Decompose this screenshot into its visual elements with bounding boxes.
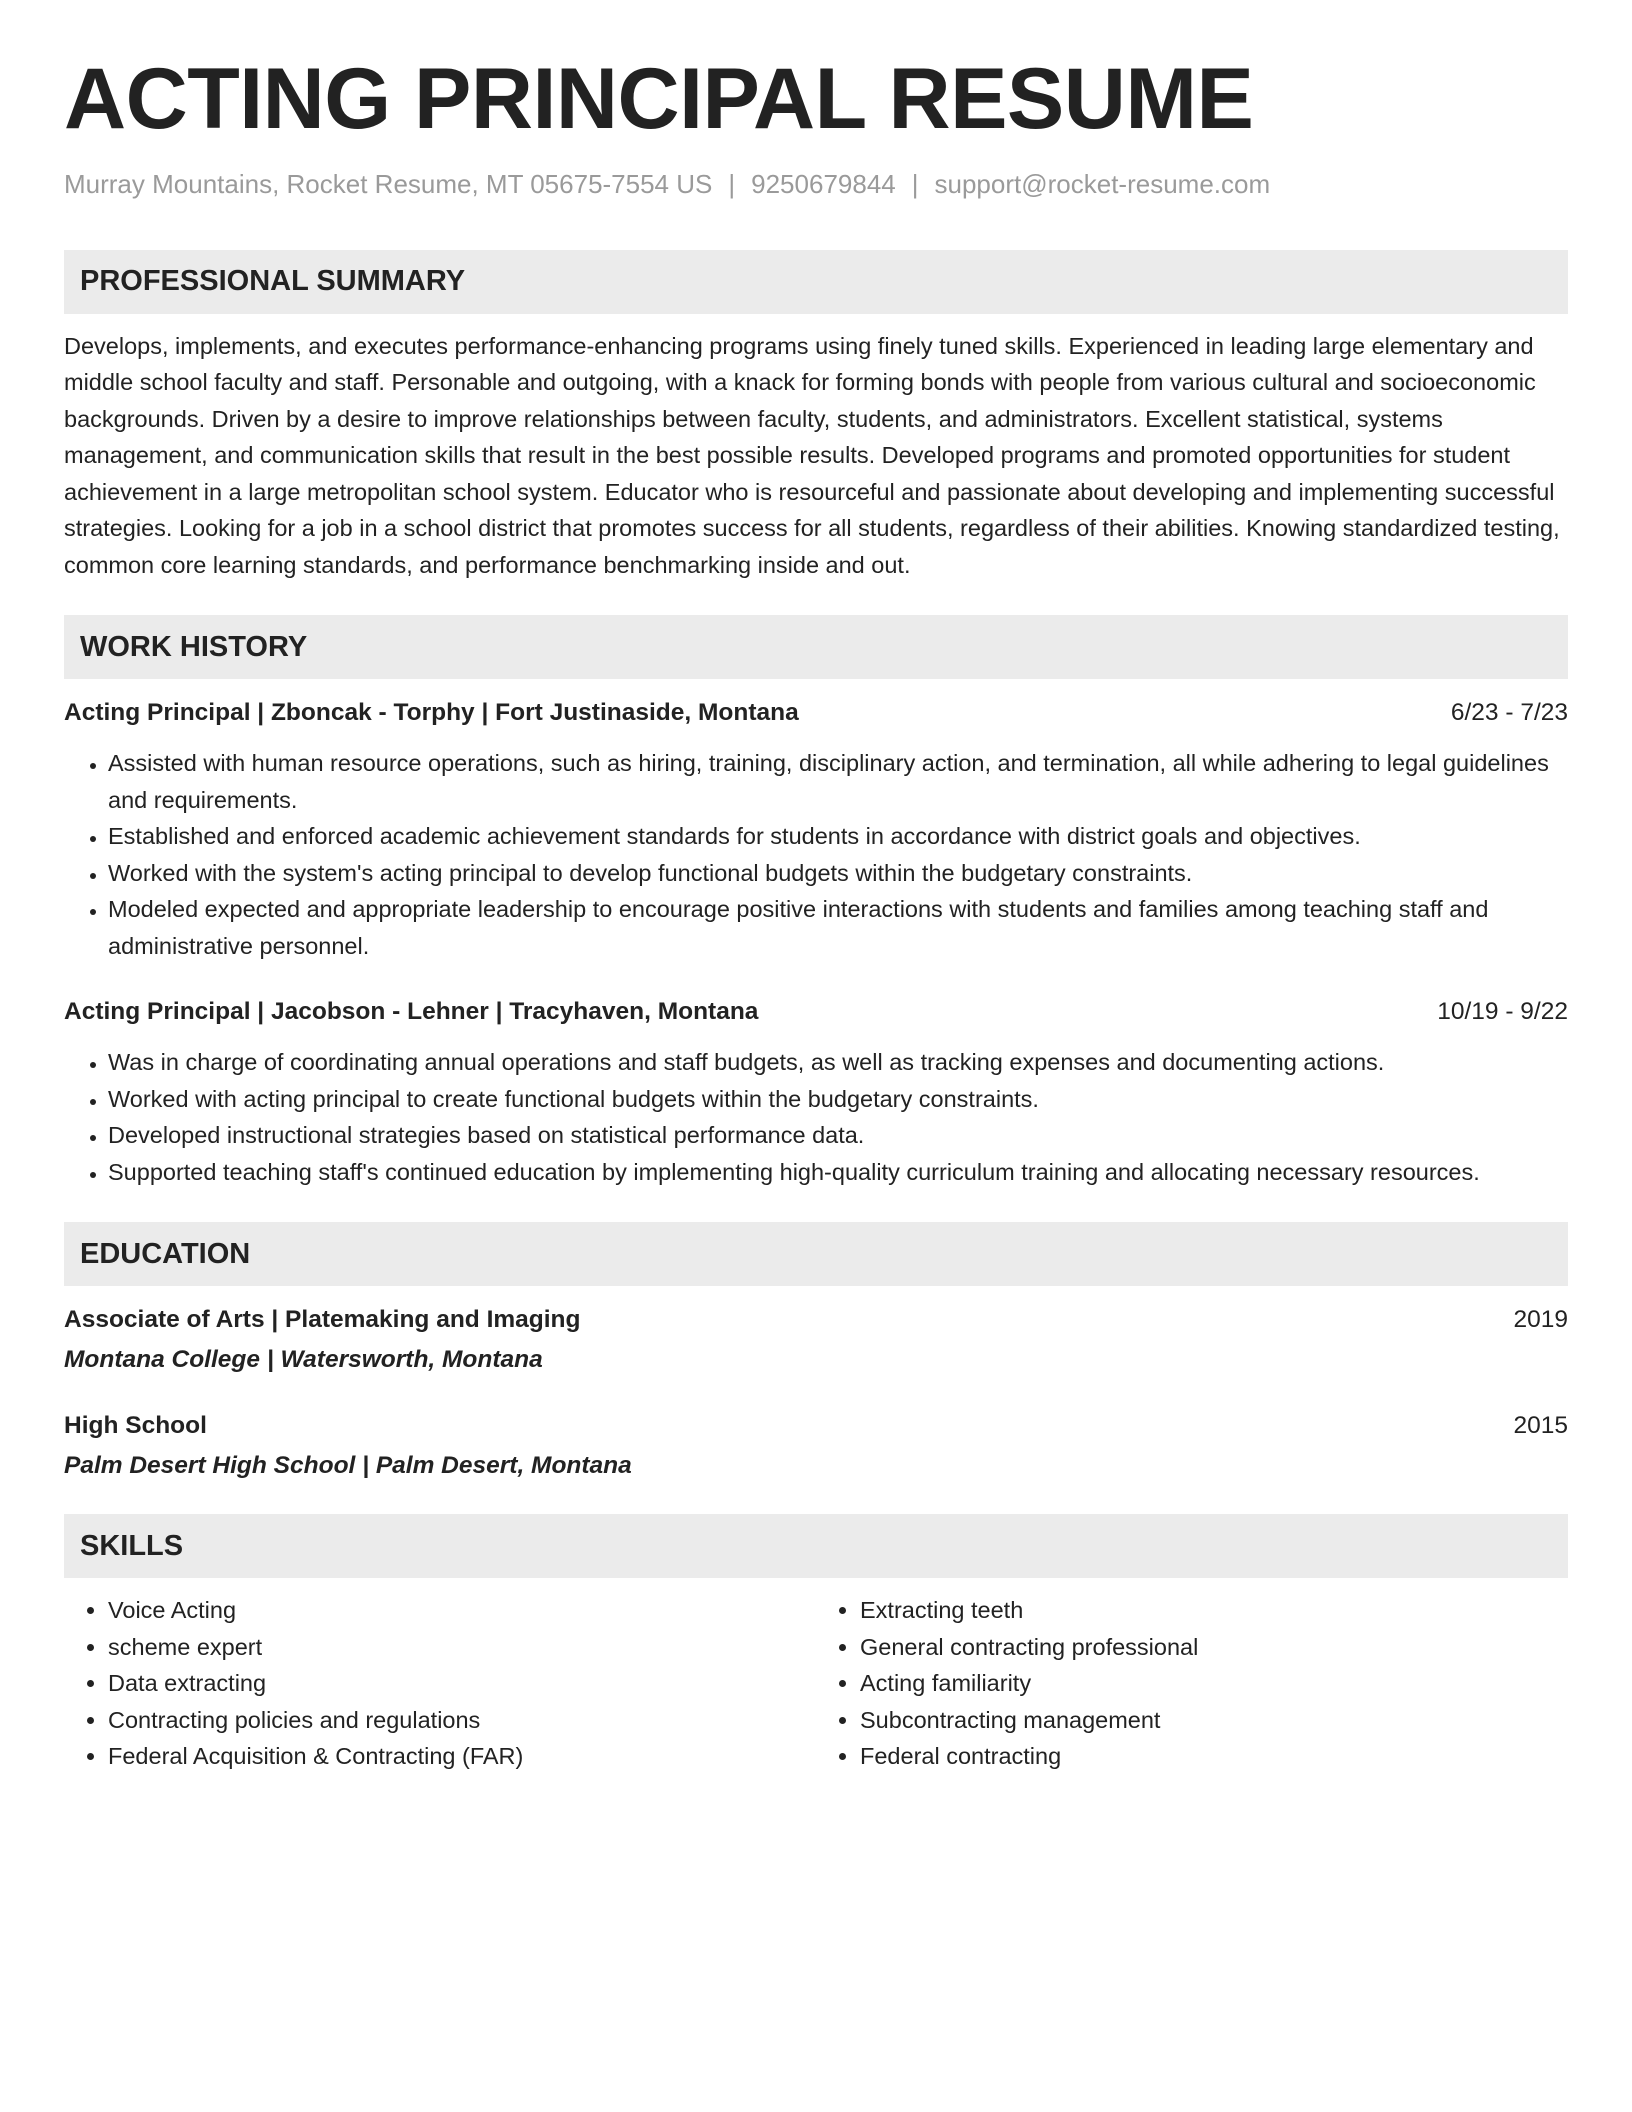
skill-item: • Extracting teeth	[860, 1592, 1568, 1629]
job-bullet: • Modeled expected and appropriate leadership to encourage positive interactions with students and families among teaching staff and administrative personnel.	[108, 891, 1568, 964]
job-entry	[64, 994, 1568, 1190]
job-bullets	[64, 1044, 1568, 1190]
skill-item: • General contracting professional	[860, 1629, 1568, 1666]
education-degree: High School	[64, 1412, 207, 1440]
skills-column-right	[816, 1592, 1568, 1775]
section-heading-work: WORK HISTORY	[64, 615, 1568, 679]
job-header	[64, 994, 1568, 1030]
skill-item: • Data extracting	[108, 1665, 816, 1702]
education-entry	[64, 1408, 1568, 1484]
skill-item: • Federal Acquisition & Contracting (FAR)	[108, 1738, 816, 1775]
contact-address: Murray Mountains, Rocket Resume, MT 05675-7554 US	[64, 168, 713, 199]
skill-item: • Federal contracting	[860, 1738, 1568, 1775]
section-heading-summary: PROFESSIONAL SUMMARY	[64, 250, 1568, 314]
education-year: 2019	[1513, 1306, 1568, 1334]
section-heading-education: EDUCATION	[64, 1222, 1568, 1286]
job-entry	[64, 695, 1568, 964]
education-header	[64, 1302, 1568, 1338]
skills-list	[64, 1592, 1568, 1775]
skill-item: • Voice Acting	[108, 1592, 816, 1629]
skill-item: • Acting familiarity	[860, 1665, 1568, 1702]
education-entry	[64, 1302, 1568, 1378]
education-school: Palm Desert High School | Palm Desert, Montana	[64, 1452, 632, 1480]
resume-title: ACTING PRINCIPAL RESUME	[64, 51, 1254, 147]
skills-column-left	[64, 1592, 816, 1775]
contact-email[interactable]: support@rocket-resume.com	[934, 168, 1271, 199]
job-dates: 10/19 - 9/22	[1437, 998, 1568, 1026]
job-header	[64, 695, 1568, 731]
skill-item: • Contracting policies and regulations	[108, 1702, 816, 1739]
job-bullet: • Established and enforced academic achievement standards for students in accordance with district goals and objectives.	[108, 818, 1568, 855]
contact-line	[64, 169, 1568, 200]
job-bullets	[64, 745, 1568, 964]
education-year: 2015	[1513, 1412, 1568, 1440]
education-header	[64, 1408, 1568, 1444]
contact-separator: |	[911, 168, 919, 199]
job-bullet: • Worked with acting principal to create functional budgets within the budgetary constraints.	[108, 1081, 1568, 1118]
job-bullet: • Was in charge of coordinating annual operations and staff budgets, as well as tracking expenses and documenting actions.	[108, 1044, 1568, 1081]
job-bullet: • Developed instructional strategies based on statistical performance data.	[108, 1117, 1568, 1154]
job-title: Acting Principal | Zboncak - Torphy | Fort Justinaside, Montana	[64, 699, 799, 727]
section-heading-skills: SKILLS	[64, 1514, 1568, 1578]
job-bullet: • Supported teaching staff's continued education by implementing high-quality curriculum training and allocating necessary resources.	[108, 1154, 1568, 1191]
education-degree: Associate of Arts | Platemaking and Imaging	[64, 1306, 581, 1334]
contact-phone[interactable]: 9250679844	[751, 168, 896, 199]
skill-item: • scheme expert	[108, 1629, 816, 1666]
skill-item: • Subcontracting management	[860, 1702, 1568, 1739]
contact-separator: |	[728, 168, 736, 199]
job-title: Acting Principal | Jacobson - Lehner | Tracyhaven, Montana	[64, 998, 759, 1026]
education-school: Montana College | Watersworth, Montana	[64, 1346, 543, 1374]
job-bullet: • Assisted with human resource operations, such as hiring, training, disciplinary action, and termination, all while adhering to legal guidelines and requirements.	[108, 745, 1568, 818]
job-bullet: • Worked with the system's acting principal to develop functional budgets within the budgetary constraints.	[108, 855, 1568, 892]
job-dates: 6/23 - 7/23	[1450, 699, 1568, 727]
summary-text: Develops, implements, and executes performance-enhancing programs using finely tuned skills. Experienced in leading large elementary and middle school faculty and staff. Personable and outgoing, with a knack for forming bonds with people from various cultural and socioeconomic backgrounds. Driven by a desire to improve relationships between faculty, students, and administrators. Excellent statistical, systems management, and communication skills that result in the best possible results. Developed programs and promoted opportunities for student achievement in a large metropolitan school system. Educator who is resourceful and passionate about developing and implementing successful strategies. Looking for a job in a school district that promotes success for all students, regardless of their abilities. Knowing standardized testing, common core learning standards, and performance benchmarking inside and out.	[64, 332, 1560, 578]
